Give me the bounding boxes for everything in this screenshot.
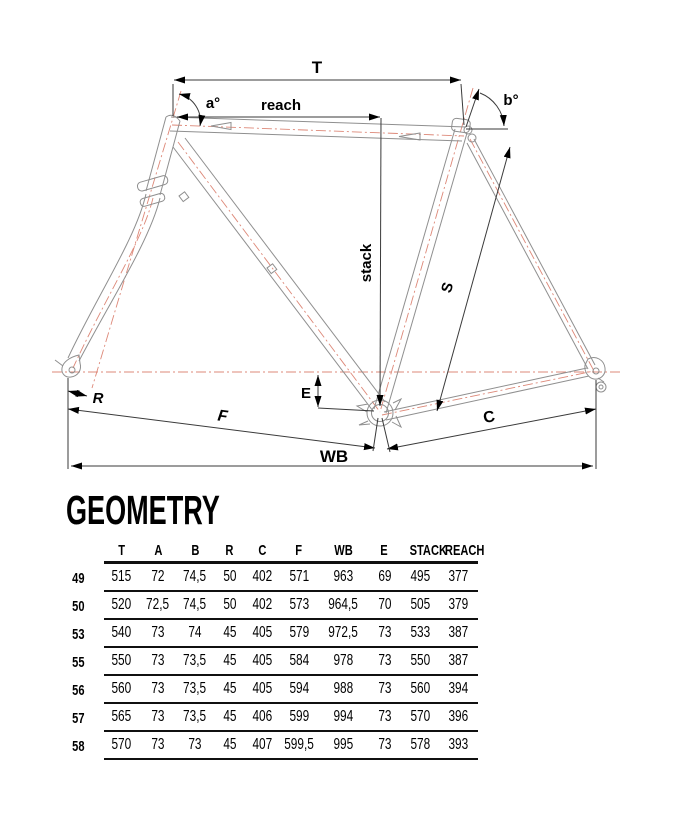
frame-size-label	[70, 648, 104, 676]
cell-text: 74,5	[183, 568, 207, 585]
value-cell-wb	[320, 704, 366, 730]
value-cell-r	[213, 592, 246, 618]
cell-text: 379	[448, 596, 468, 613]
value-cell-e	[366, 704, 403, 730]
value-cell-f	[278, 564, 320, 590]
cell-text: 394	[448, 680, 468, 697]
frame-size-label	[70, 676, 104, 704]
cell-text: 387	[448, 624, 468, 641]
cell-text: 73	[377, 708, 392, 725]
value-cell-stack	[403, 564, 438, 590]
value-cell-stack	[403, 732, 438, 758]
cell-text: 570	[111, 736, 132, 753]
cell-text: 594	[289, 680, 309, 697]
dim-label-C: C	[481, 408, 497, 428]
cell-text: 73	[151, 708, 165, 725]
cell-text: 73	[377, 736, 392, 753]
column-header-label: WB	[333, 542, 353, 559]
table-row	[70, 564, 478, 592]
cell-text: 402	[252, 596, 272, 613]
value-cell-stack	[403, 648, 438, 674]
value-cell-b	[177, 648, 213, 674]
cell-text: 45	[222, 680, 237, 697]
dim-label-S: S	[438, 280, 458, 295]
cell-text: 72,5	[146, 596, 170, 613]
value-cell-c	[246, 592, 278, 618]
cell-text: 73	[151, 736, 165, 753]
column-header-label: R	[225, 542, 234, 559]
value-cell-a	[139, 704, 177, 730]
value-cell-wb	[320, 592, 366, 618]
cell-text: 45	[222, 652, 237, 669]
value-cell-r	[213, 704, 246, 730]
value-cell-a	[139, 592, 177, 618]
value-cell-reach	[438, 648, 478, 674]
header-strip	[104, 540, 485, 564]
cell-text: 599,5	[284, 736, 314, 753]
dim-label-reach: reach	[260, 97, 302, 114]
value-cell-stack	[403, 704, 438, 730]
cell-text: 599	[289, 708, 309, 725]
value-cell-stack	[403, 592, 438, 618]
value-cell-t	[104, 592, 139, 618]
value-cell-stack	[403, 676, 438, 702]
cell-text: 73	[151, 652, 165, 669]
dim-label-WB: WB	[319, 447, 349, 466]
column-header-t	[104, 540, 139, 561]
value-cell-a	[139, 564, 177, 590]
cell-text: 560	[410, 680, 431, 697]
value-cell-r	[213, 648, 246, 674]
cell-text: 571	[289, 568, 309, 585]
table-header-row	[70, 540, 485, 564]
frame-size-value: 50	[72, 597, 85, 615]
cell-text: 74,5	[183, 596, 207, 613]
value-cell-f	[278, 620, 320, 646]
frame-size-value: 58	[72, 737, 85, 755]
cell-text: 520	[111, 596, 132, 613]
value-cell-t	[104, 620, 139, 646]
value-cell-e	[366, 620, 403, 646]
value-cell-t	[104, 648, 139, 674]
cell-text: 406	[252, 708, 272, 725]
value-cell-t	[104, 564, 139, 590]
cell-text: 533	[410, 624, 431, 641]
value-cell-e	[366, 676, 403, 702]
cell-text: 45	[222, 708, 237, 725]
value-cell-b	[177, 676, 213, 702]
cell-text: 579	[289, 624, 309, 641]
cell-text: 402	[252, 568, 272, 585]
cell-text: 964,5	[328, 596, 358, 613]
column-header-e	[366, 540, 403, 561]
value-cell-stack	[403, 620, 438, 646]
frame-size-value: 49	[72, 569, 85, 587]
cell-text: 73	[377, 680, 392, 697]
cell-text: 50	[222, 596, 237, 613]
cell-text: 50	[222, 568, 237, 585]
column-header-label: STACK	[409, 542, 447, 559]
frame-size-value: 57	[72, 709, 85, 727]
value-cell-b	[177, 620, 213, 646]
cell-text: 495	[410, 568, 431, 585]
value-cell-c	[246, 648, 278, 674]
cell-text: 988	[333, 680, 353, 697]
value-cell-a	[139, 648, 177, 674]
frame-size-value: 55	[72, 653, 85, 671]
value-cell-c	[246, 704, 278, 730]
value-cell-r	[213, 676, 246, 702]
table-row-values	[104, 648, 478, 676]
cell-text: 70	[377, 596, 392, 613]
value-cell-t	[104, 676, 139, 702]
table-row-values	[104, 564, 478, 592]
dim-label-a-angle: a°	[205, 95, 221, 112]
table-row	[70, 648, 478, 676]
table-row	[70, 704, 478, 732]
cell-text: 995	[333, 736, 353, 753]
value-cell-f	[278, 676, 320, 702]
value-cell-f	[278, 648, 320, 674]
cell-text: 69	[377, 568, 392, 585]
value-cell-wb	[320, 620, 366, 646]
page-title	[66, 487, 299, 533]
column-header-r	[213, 540, 246, 561]
column-header-a	[139, 540, 177, 561]
cell-text: 73	[377, 652, 392, 669]
cell-text: 570	[410, 708, 431, 725]
column-header-label: E	[380, 542, 389, 559]
column-header-reach	[438, 540, 485, 561]
value-cell-r	[213, 620, 246, 646]
cell-text: 405	[252, 652, 272, 669]
dim-label-b-angle: b°	[503, 92, 519, 109]
value-cell-reach	[438, 592, 478, 618]
table-row	[70, 732, 478, 760]
value-cell-r	[213, 564, 246, 590]
column-header-label: REACH	[444, 542, 485, 559]
dim-label-stack: stack	[358, 243, 375, 283]
value-cell-wb	[320, 564, 366, 590]
value-cell-wb	[320, 732, 366, 758]
cell-text: 73,5	[183, 652, 207, 669]
value-cell-c	[246, 620, 278, 646]
value-cell-reach	[438, 620, 478, 646]
cell-text: 505	[410, 596, 431, 613]
value-cell-c	[246, 732, 278, 758]
column-header-label: F	[295, 542, 303, 559]
value-cell-e	[366, 732, 403, 758]
value-cell-f	[278, 732, 320, 758]
cell-text: 73	[377, 624, 392, 641]
cell-text: 515	[111, 568, 132, 585]
frame-size-value: 53	[72, 625, 85, 643]
cell-text: 560	[111, 680, 132, 697]
value-cell-c	[246, 676, 278, 702]
table-row-values	[104, 704, 478, 732]
cell-text: 72	[151, 568, 165, 585]
cell-text: 73,5	[183, 680, 207, 697]
cell-text: 74	[188, 624, 202, 641]
frame-size-label	[70, 732, 104, 760]
table-row	[70, 620, 478, 648]
cell-text: 578	[410, 736, 431, 753]
value-cell-e	[366, 648, 403, 674]
column-header-c	[246, 540, 278, 561]
column-header-wb	[320, 540, 366, 561]
value-cell-b	[177, 704, 213, 730]
table-row-values	[104, 676, 478, 704]
column-header-stack	[403, 540, 447, 561]
value-cell-wb	[320, 676, 366, 702]
cell-text: 387	[448, 652, 468, 669]
cell-text: 405	[252, 680, 272, 697]
frame-size-label	[70, 704, 104, 732]
value-cell-reach	[438, 704, 478, 730]
cell-text: 396	[448, 708, 468, 725]
dim-label-R: R	[92, 390, 104, 407]
value-cell-reach	[438, 732, 478, 758]
cell-text: 565	[111, 708, 132, 725]
table-body	[70, 564, 478, 760]
frame-tubes	[55, 115, 606, 427]
column-header-b	[177, 540, 213, 561]
value-cell-e	[366, 592, 403, 618]
value-cell-f	[278, 704, 320, 730]
cell-text: 540	[111, 624, 132, 641]
cell-text: 405	[252, 624, 272, 641]
cell-text: 573	[289, 596, 309, 613]
cell-text: 393	[448, 736, 468, 753]
geometry-table	[70, 540, 485, 760]
value-cell-a	[139, 732, 177, 758]
column-header-label: A	[153, 542, 163, 559]
cell-text: 73,5	[183, 708, 207, 725]
value-cell-e	[366, 564, 403, 590]
value-cell-c	[246, 564, 278, 590]
dim-label-T: T	[311, 58, 323, 77]
frame-size-value: 56	[72, 681, 85, 699]
value-cell-b	[177, 732, 213, 758]
cell-text: 994	[333, 708, 353, 725]
dim-label-E: E	[300, 385, 312, 402]
cell-text: 377	[448, 568, 468, 585]
value-cell-a	[139, 620, 177, 646]
cell-text: 972,5	[328, 624, 358, 641]
table-row-values	[104, 592, 478, 620]
table-row	[70, 592, 478, 620]
cell-text: 407	[252, 736, 272, 753]
value-cell-r	[213, 732, 246, 758]
value-cell-wb	[320, 648, 366, 674]
value-cell-a	[139, 676, 177, 702]
header-spacer	[70, 540, 104, 564]
cell-text: 978	[333, 652, 353, 669]
value-cell-f	[278, 592, 320, 618]
column-header-label: B	[190, 542, 200, 559]
frame-size-label	[70, 564, 104, 592]
table-row	[70, 676, 478, 704]
cell-text: 45	[222, 736, 237, 753]
value-cell-b	[177, 564, 213, 590]
cell-text: 550	[111, 652, 132, 669]
column-header-f	[278, 540, 320, 561]
table-row-values	[104, 732, 478, 760]
value-cell-t	[104, 704, 139, 730]
column-header-label: T	[118, 542, 125, 559]
value-cell-reach	[438, 676, 478, 702]
value-cell-t	[104, 732, 139, 758]
cell-text: 45	[222, 624, 237, 641]
value-cell-b	[177, 592, 213, 618]
value-cell-reach	[438, 564, 478, 590]
frame-size-label	[70, 592, 104, 620]
column-header-label: C	[257, 542, 267, 559]
cell-text: 963	[333, 568, 353, 585]
page-title-text: GEOMETRY	[66, 487, 220, 533]
frame-size-label	[70, 620, 104, 648]
dimension-lines	[68, 80, 596, 469]
cell-text: 73	[188, 736, 202, 753]
cell-text: 73	[151, 624, 165, 641]
dim-label-F: F	[216, 407, 229, 426]
cell-text: 550	[410, 652, 431, 669]
cell-text: 73	[151, 680, 165, 697]
table-row-values	[104, 620, 478, 648]
cell-text: 584	[289, 652, 309, 669]
